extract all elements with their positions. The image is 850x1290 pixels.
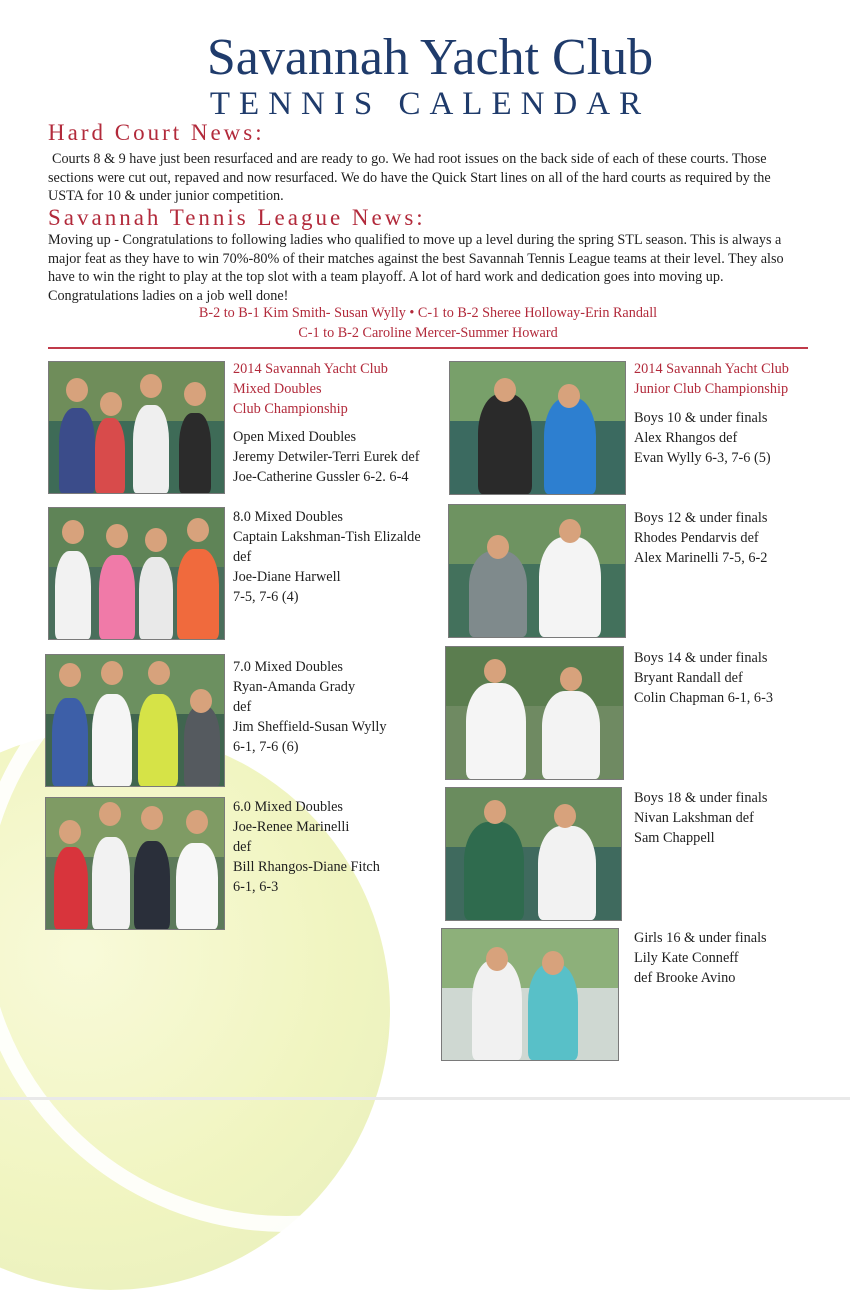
mixed-entry-6-0 [233,797,380,897]
mixed-heading-line-2: Mixed Doubles [233,381,322,397]
junior-entry-boys-12 [634,508,767,568]
entry-line: Alex Marinelli 7-5, 6-2 [634,550,768,566]
entry-line: Evan Wylly 6-3, 7-6 (5) [634,450,771,466]
mixed-heading [233,359,388,419]
mixed-entry-open [233,427,419,487]
entry-line: Jeremy Detwiler-Terri Eurek def [233,449,420,465]
entry-line: Colin Chapman 6-1, 6-3 [634,690,773,706]
entry-line: Bill Rhangos-Diane Fitch [233,859,380,875]
moveup-line-2: C-1 to B-2 Caroline Mercer-Summer Howard [298,325,558,341]
junior-entry-boys-14 [634,648,773,708]
junior-entry-boys-18 [634,788,767,848]
entry-line: Boys 10 & under finals [634,410,768,426]
entry-line: Joe-Diane Harwell [233,569,341,585]
entry-line: Boys 18 & under finals [634,790,768,806]
entry-line: Rhodes Pendarvis def [634,530,759,546]
page-subtitle: TENNIS CALENDAR [209,86,651,122]
entry-line: Sam Chappell [634,830,715,846]
entry-line: Bryant Randall def [634,670,743,686]
junior-entry-boys-10 [634,408,771,468]
photo-boys-12 [448,504,626,638]
hard-court-heading: Hard Court News: [48,120,265,145]
league-text: Moving up - Congratulations to following ladies who qualified to move up a level during the spring STL season. This is always a major feat as they have to win 70%-80% of their matches against the best Savannah Tennis League teams at their level. They also have to win the right to play at the top slot with a team playoff. A lot of hard work and dedication goes into moving up. Congratulations ladies on a job well done! [48,232,784,305]
section-divider [48,347,808,349]
entry-line: Boys 12 & under finals [634,510,768,526]
photo-boys-10 [449,361,626,495]
hard-court-text: Courts 8 & 9 have just been resurfaced and are ready to go. We had root issues on the back side of each of these courts. Those sections were cut out, repaved and now resurfaced. We do have the Quick Start lines on all of the hard courts as required by the USTA for 10 & under junior competition. [48,151,771,205]
junior-heading-line-1: 2014 Savannah Yacht Club [634,361,789,377]
league-heading: Savannah Tennis League News: [48,205,426,230]
entry-line: def [233,839,252,855]
photo-8-0-mixed [48,507,225,640]
entry-line: 6.0 Mixed Doubles [233,799,343,815]
entry-line: 8.0 Mixed Doubles [233,509,343,525]
entry-line: Joe-Catherine Gussler 6-2. 6-4 [233,469,409,485]
entry-line: def [233,699,252,715]
entry-line: def [233,549,252,565]
entry-line: Captain Lakshman-Tish Elizalde [233,529,421,545]
entry-line: 6-1, 7-6 (6) [233,739,299,755]
entry-line: Ryan-Amanda Grady [233,679,356,695]
mixed-entry-7-0 [233,657,387,757]
entry-line: 7-5, 7-6 (4) [233,589,299,605]
entry-line: Girls 16 & under finals [634,930,767,946]
entry-line: 7.0 Mixed Doubles [233,659,343,675]
junior-entry-girls-16 [634,928,767,988]
mixed-heading-line-1: 2014 Savannah Yacht Club [233,361,388,377]
entry-line: Jim Sheffield-Susan Wylly [233,719,387,735]
photo-open-mixed [48,361,225,494]
photo-girls-16 [441,928,619,1061]
photo-boys-18 [445,787,622,921]
entry-line: Open Mixed Doubles [233,429,357,445]
entry-line: 6-1, 6-3 [233,879,279,895]
mixed-entry-8-0 [233,507,421,607]
moveup-line-1: B-2 to B-1 Kim Smith- Susan Wylly • C-1 to B-2 Sheree Holloway-Erin Randall [198,305,658,321]
junior-heading-line-2: Junior Club Championship [634,381,789,397]
entry-line: Joe-Renee Marinelli [233,819,350,835]
mixed-heading-line-3: Club Championship [233,401,348,417]
entry-line: Boys 14 & under finals [634,650,768,666]
photo-6-0-mixed [45,797,225,930]
page-title: Savannah Yacht Club [206,29,654,86]
entry-line: Nivan Lakshman def [634,810,754,826]
entry-line: Alex Rhangos def [634,430,738,446]
photo-7-0-mixed [45,654,225,787]
entry-line: Lily Kate Conneff [634,950,739,966]
photo-boys-14 [445,646,624,780]
entry-line: def Brooke Avino [634,970,736,986]
junior-heading [634,359,789,399]
